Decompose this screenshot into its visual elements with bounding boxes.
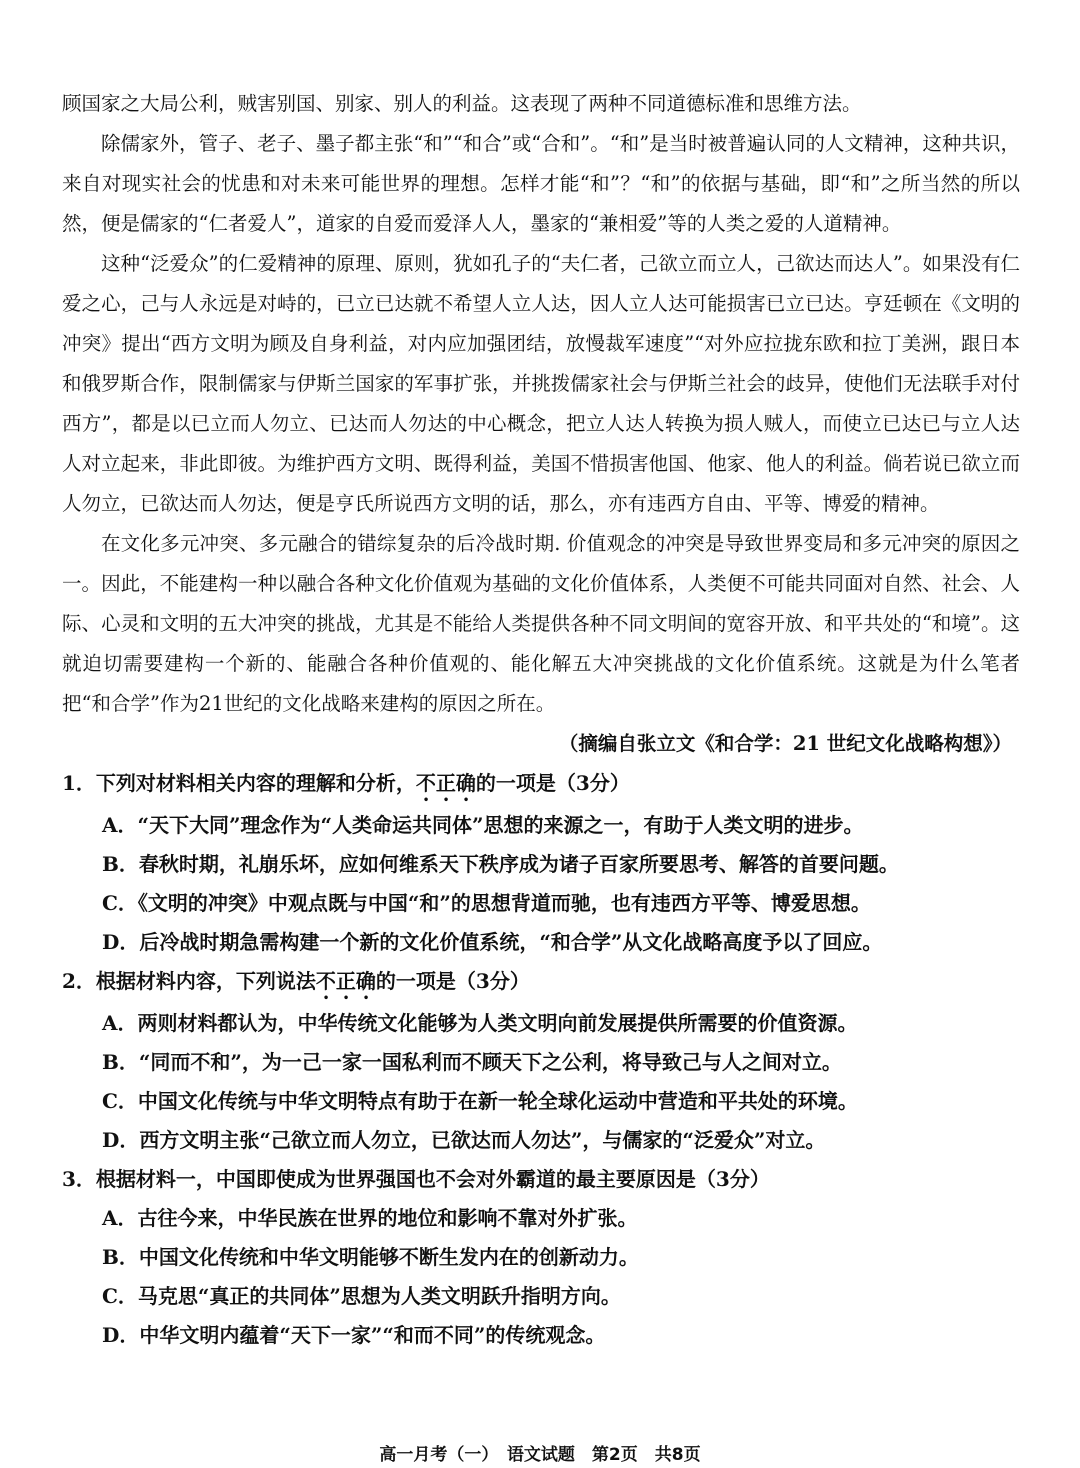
stem-text: 2．根据材料内容，下列说法 (62, 969, 316, 993)
option-b[interactable]: B．中国文化传统和中华文明能够不断生发内在的创新动力。 (102, 1245, 639, 1269)
question-stem (62, 1160, 1020, 1199)
stem-text: 3．根据材料一，中国即使成为世界强国也不会对外霸道的最主要原因是（3分） (62, 1167, 770, 1191)
option-a[interactable]: A．“天下大同”理念作为“人类命运共同体”思想的来源之一，有助于人类文明的进步。 (102, 813, 864, 837)
passage-paragraph-3: 在文化多元冲突、多元融合的错综复杂的后冷战时期. 价值观念的冲突是导致世界变局和多元冲突的原因之一。因此，不能建构一种以融合各种文化价值观为基础的文化价值体系，人类便不可能共同面对自然、社会、人际、心灵和文明的五大冲突的挑战，尤其是不能给人类提供各种不同文明间的宽容开放、和平共处的“和境”。这就迫切需要建构一个新的、能融合各种价值观的、能化解五大冲突挑战的文化价值系统。这就是为什么笔者把“和合学”作为21世纪的文化战略来建构的原因之所在。 (62, 532, 1020, 715)
passage-source: （摘编自张立文《和合学：21 世纪文化战略构想》） (558, 732, 1012, 755)
option-b[interactable]: B．“同而不和”，为一己一家一国私利而不顾天下之公利，将导致己与人之间对立。 (102, 1050, 842, 1074)
option-b[interactable]: B．春秋时期，礼崩乐坏，应如何维系天下秩序成为诸子百家所要思考、解答的首要问题。 (102, 852, 899, 876)
option-d[interactable]: D．中华文明内蕴着“天下一家”“和而不同”的传统观念。 (102, 1323, 606, 1347)
option-d[interactable]: D．后冷战时期急需构建一个新的文化价值系统，“和合学”从文化战略高度予以了回应。 (102, 930, 883, 954)
stem-text-end: 的一项是（3分） (475, 771, 630, 795)
option-c[interactable]: C．《文明的冲突》中观点既与中国“和”的思想背道而驰，也有违西方平等、博爱思想。 (102, 891, 871, 915)
option-c[interactable]: C．中国文化传统与中华文明特点有助于在新一轮全球化运动中营造和平共处的环境。 (102, 1089, 858, 1113)
stem-emphasis: 不正确 (415, 771, 476, 795)
question-1 (62, 764, 1020, 962)
question-3 (62, 1160, 1020, 1355)
option-a[interactable]: A．古往今来，中华民族在世界的地位和影响不靠对外扩张。 (102, 1206, 638, 1230)
stem-emphasis: 不正确 (315, 969, 376, 993)
option-c[interactable]: C．马克思“真正的共同体”思想为人类文明跃升指明方向。 (102, 1284, 621, 1308)
stem-text: 1．下列对材料相关内容的理解和分析， (62, 771, 416, 795)
question-stem (62, 764, 1020, 806)
option-a[interactable]: A．两则材料都认为，中华传统文化能够为人类文明向前发展提供所需要的价值资源。 (102, 1011, 858, 1035)
passage-paragraph-0: 顾国家之大局公利，贼害别国、别家、别人的利益。这表现了两种不同道德标准和思维方法。 (62, 92, 862, 115)
passage-paragraph-2: 这种“泛爱众”的仁爱精神的原理、原则，犹如孔子的“夫仁者，己欲立而立人，己欲达而达人”。如果没有仁爱之心，己与人永远是对峙的，已立已达就不希望人立人达，因人立人达可能损害已立已达。亨廷顿在《文明的冲突》提出“西方文明为顾及自身利益，对内应加强团结，放慢裁军速度”“对外应拉拢东欧和拉丁美洲，跟日本和俄罗斯合作，限制儒家与伊斯兰国家的军事扩张，并挑拨儒家社会与伊斯兰社会的歧异，使他们无法联手对付西方”，都是以已立而人勿立、已达而人勿达的中心概念，把立人达人转换为损人贼人，而使立已达已与立人达人对立起来，非此即彼。为维护西方文明、既得利益，美国不惜损害他国、他家、他人的利益。倘若说已欲立而人勿立，已欲达而人勿达，便是亨氏所说西方文明的话，那么，亦有违西方自由、平等、博爱的精神。 (62, 252, 1020, 515)
stem-text-end: 的一项是（3分） (375, 969, 530, 993)
passage-paragraph-1: 除儒家外，管子、老子、墨子都主张“和”“和合”或“合和”。“和”是当时被普遍认同的人文精神，这种共识，来自对现实社会的忧患和对未来可能世界的理想。怎样才能“和”？“和”的依据与基础，即“和”之所当然的所以然，便是儒家的“仁者爱人”，道家的自爱而爱泽人人，墨家的“兼相爱”等的人类之爱的人道精神。 (62, 132, 1020, 235)
option-d[interactable]: D．西方文明主张“己欲立而人勿立，已欲达而人勿达”，与儒家的“泛爱众”对立。 (102, 1128, 826, 1152)
page-footer: 高一月考（一） 语文试题 第2页 共8页 (379, 1445, 701, 1465)
question-2 (62, 962, 1020, 1160)
question-stem (62, 962, 1020, 1004)
